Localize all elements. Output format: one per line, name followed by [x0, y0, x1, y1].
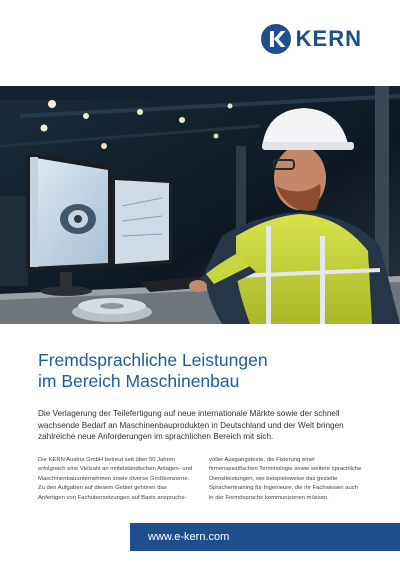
hero-photo	[0, 86, 400, 324]
body-column-right: voller Ausgangstexte, die Fixierung einer firmenspezifischen Terminologie sowie weitere sprachliche Dienstleistungen, wie beispielsweise das gezielte Sprachentraining für Ingenieure, die ihr Fachwissen auch in der Fremdsprache kommunizieren müssen.	[209, 457, 362, 501]
headline-line-2: im Bereich Maschinenbau	[38, 371, 240, 391]
kern-logo	[261, 24, 362, 54]
body-columns	[38, 456, 364, 503]
headline	[38, 350, 368, 392]
headline-line-1: Fremdsprachliche Leistungen	[38, 350, 268, 370]
kern-logo-text: KERN	[295, 26, 362, 51]
footer-url-bar	[130, 523, 400, 551]
body-column-left: Die KERN Austria GmbH betreut seit über 50 Jahren erfolgreich eine Vielzahl an mittelständischen Anlagen- und Maschinenbauunternehmen sowie diverse Großkonzerne. Zu den Aufgaben auf diesem Gebiet gehören das Anfertigen von Fachübersetzungen auf Basis anspruchs-	[38, 457, 193, 501]
kern-logo-mark-icon	[261, 24, 291, 54]
intro-paragraph: Die Verlagerung der Teilefertigung auf neue internationale Märkte sowie der schnell wachsende Bedarf an Maschinenbauprodukten in Deutschland und der Welt bringen zahlreiche neue Anforderungen im sprachlichen Bereich mit sich.	[38, 409, 344, 442]
website-link[interactable]: www.e-kern.com	[148, 531, 230, 543]
